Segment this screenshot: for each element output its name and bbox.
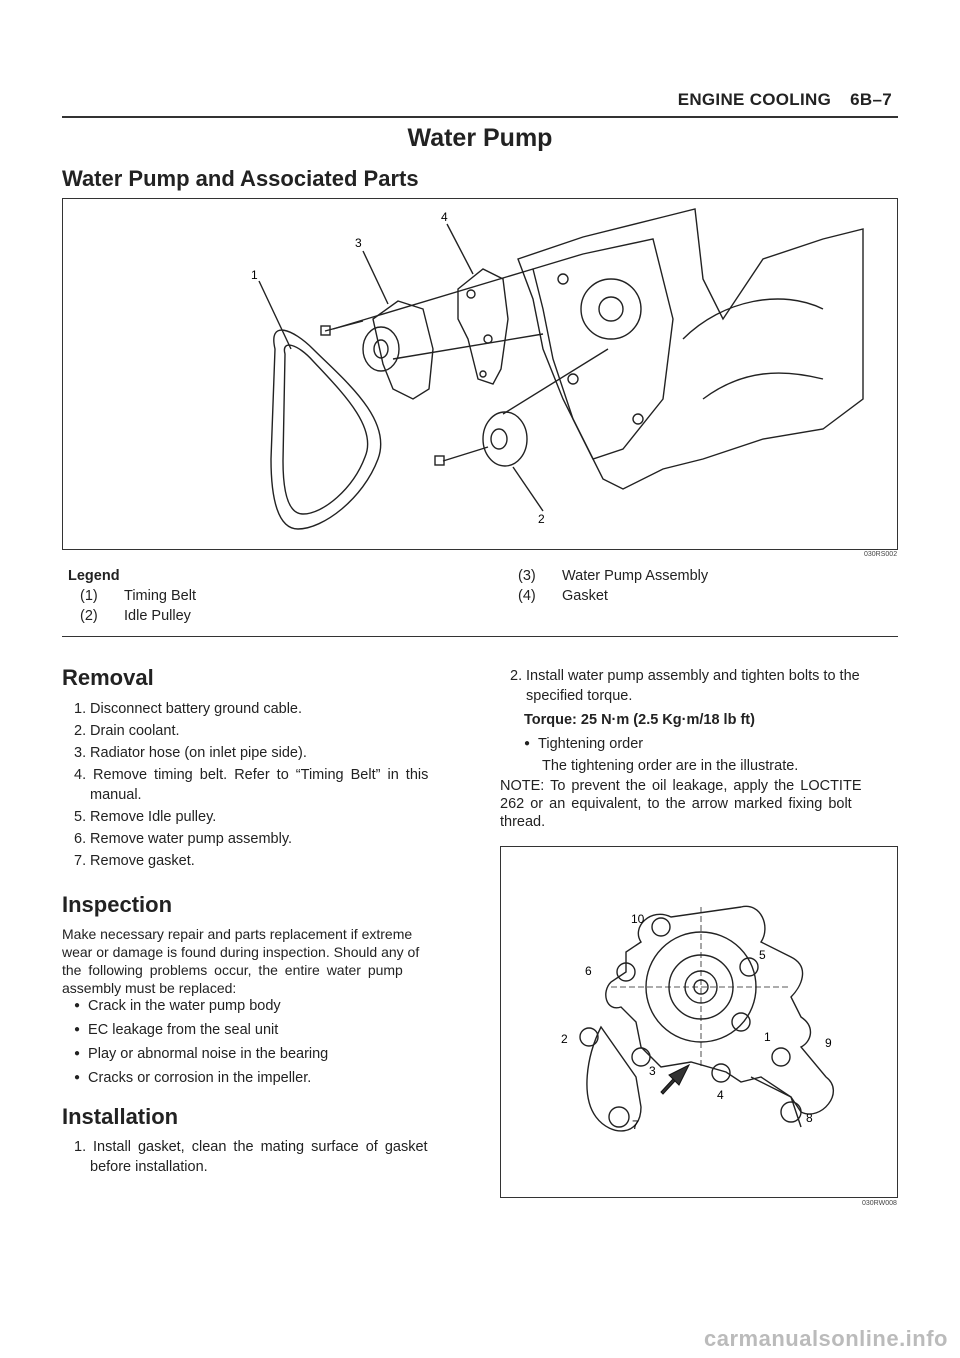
legend-num: (4) — [518, 588, 536, 604]
exploded-view-figure — [62, 198, 898, 550]
torque-spec: Torque: 25 N·m (2.5 Kg·m/18 lb ft) — [524, 712, 755, 728]
list-item: 7. Remove gasket. — [74, 853, 195, 869]
inspection-text: Make necessary repair and parts replacement if extreme wear or damage is found during inspection. Should any of the following problems occur, the entire water pump assembly must be replaced: — [62, 926, 420, 996]
list-item: ● Crack in the water pump body — [74, 995, 464, 1019]
order-3: 3 — [649, 1064, 656, 1078]
list-item: 1. Disconnect battery ground cable. — [74, 701, 303, 717]
installation-step-2: 2. Install water pump assembly and tighten bolts to the specified torque. — [510, 668, 860, 704]
page-header — [664, 90, 892, 110]
legend-rule — [62, 636, 898, 637]
list-item: 5. Remove Idle pulley. — [74, 809, 217, 825]
legend-label: Timing Belt — [124, 588, 196, 604]
figure1-code: 030RS002 — [864, 551, 898, 558]
callout-3: 3 — [355, 236, 362, 250]
list-item: ● Play or abnormal noise in the bearing — [74, 1043, 464, 1067]
tightening-order-drawing — [501, 847, 897, 1197]
order-2: 2 — [561, 1032, 568, 1046]
section-subtitle: Water Pump and Associated Parts — [62, 166, 419, 191]
exploded-view-drawing — [63, 199, 897, 549]
legend-item — [518, 588, 608, 604]
list-item: ● EC leakage from the seal unit — [74, 1019, 464, 1043]
list-item: ● Cracks or corrosion in the impeller. — [74, 1067, 464, 1091]
header-rule — [62, 116, 898, 118]
order-4: 4 — [717, 1088, 724, 1102]
list-item: 4. Remove timing belt. Refer to “Timing Belt” in this manual. — [74, 767, 429, 803]
watermark: carmanualsonline.info — [704, 1326, 948, 1351]
legend-item — [80, 608, 191, 624]
tightening-order-figure — [500, 846, 898, 1198]
removal-steps — [74, 699, 460, 873]
legend-label: Gasket — [562, 588, 608, 604]
legend-item — [80, 588, 196, 604]
note-text: NOTE: To prevent the oil leakage, apply the LOCTITE 262 or an equivalent, to the arrow marked fixing bolt thread. — [500, 778, 862, 830]
tightening-order: ● Tightening order The tightening order are in the illustrate. — [524, 734, 798, 776]
figure2-code: 030RW008 — [862, 1200, 897, 1207]
order-8: 8 — [806, 1111, 813, 1125]
legend-label: Idle Pulley — [124, 608, 191, 624]
legend-heading: Legend — [68, 568, 120, 584]
order-9: 9 — [825, 1036, 832, 1050]
callout-2: 2 — [538, 512, 545, 526]
order-7: 7 — [632, 1118, 639, 1132]
order-10: 10 — [631, 912, 645, 926]
list-item: 3. Radiator hose (on inlet pipe side). — [74, 745, 307, 761]
list-item: 6. Remove water pump assembly. — [74, 831, 293, 847]
list-item: 2. Drain coolant. — [74, 723, 180, 739]
legend-item — [518, 568, 708, 584]
inspection-heading: Inspection — [62, 892, 173, 917]
removal-heading: Removal — [62, 665, 154, 690]
legend-num: (1) — [80, 588, 98, 604]
page-number: 6B–7 — [850, 90, 892, 109]
order-5: 5 — [759, 948, 766, 962]
installation-heading: Installation — [62, 1104, 179, 1129]
inspection-bullets — [74, 995, 464, 1091]
order-1: 1 — [764, 1030, 771, 1044]
callout-1: 1 — [251, 268, 258, 282]
legend-label: Water Pump Assembly — [562, 568, 709, 584]
callout-4: 4 — [441, 210, 448, 224]
order-6: 6 — [585, 964, 592, 978]
installation-step-1: 1. Install gasket, clean the mating surface of gasket before installation. — [74, 1139, 428, 1175]
legend-num: (3) — [518, 568, 536, 584]
legend-num: (2) — [80, 608, 98, 624]
page-title: Water Pump — [407, 124, 553, 152]
section-title: ENGINE COOLING — [677, 90, 832, 109]
